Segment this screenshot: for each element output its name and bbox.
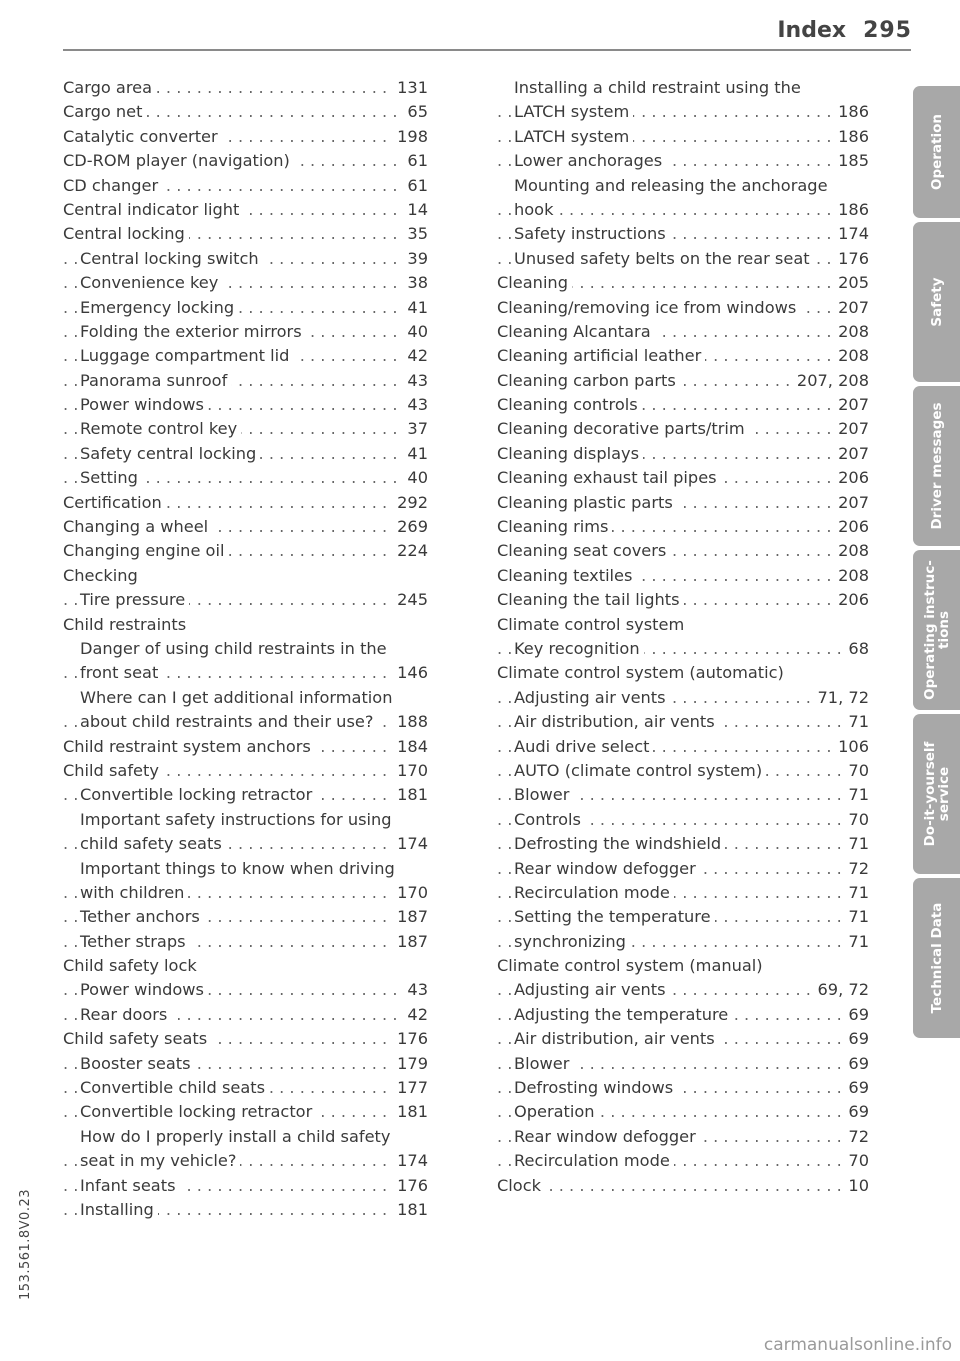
index-page-ref: 224: [391, 539, 428, 563]
document-code: 153.561.8V0.23: [18, 1189, 33, 1300]
index-page-ref: 176: [391, 1027, 428, 1051]
index-page-ref: 69: [842, 1027, 869, 1051]
index-term: Power windows: [80, 980, 208, 999]
index-term: Luggage compartment lid: [80, 346, 293, 365]
chapter-tab-label: Driver messages: [928, 402, 945, 530]
index-entry: [63, 1198, 428, 1222]
index-page-ref: 146: [391, 661, 428, 685]
index-term: Cargo area: [63, 78, 156, 97]
index-entry: [63, 857, 428, 881]
index-entry: [497, 515, 869, 539]
index-entry: [63, 198, 428, 222]
page-number: 295: [863, 18, 912, 43]
index-entry: [497, 125, 869, 149]
index-page-ref: 187: [391, 930, 428, 954]
index-page-ref: 170: [391, 759, 428, 783]
index-entry: [497, 174, 869, 198]
index-term: Child safety lock: [63, 956, 201, 975]
index-term: Adjusting the temperature: [514, 1005, 732, 1024]
index-page-ref: 71: [842, 930, 869, 954]
index-page-ref: 39: [401, 247, 428, 271]
index-page-ref: 71: [842, 710, 869, 734]
index-term: Danger of using child restraints in the: [80, 639, 391, 658]
index-entry: [497, 613, 869, 637]
index-entry: [497, 954, 869, 978]
index-term: Cargo net: [63, 102, 146, 121]
index-entry: [497, 369, 869, 393]
index-page-ref: 186: [832, 198, 869, 222]
index-entry: [497, 76, 869, 100]
index-term: Infant seats: [80, 1176, 180, 1195]
index-entry: [497, 222, 869, 246]
index-term: Folding the exterior mirrors: [80, 322, 306, 341]
index-page-ref: 69: [842, 1003, 869, 1027]
index-term: Panorama sunroof: [80, 371, 231, 390]
index-term: Important things to know when driving: [80, 859, 399, 878]
index-page-ref: 10: [842, 1174, 869, 1198]
index-entry: [63, 515, 428, 539]
index-page-ref: 206: [832, 466, 869, 490]
index-term: Setting the temperature: [514, 907, 715, 926]
index-term: Blower: [514, 1054, 573, 1073]
index-page-ref: 72: [842, 857, 869, 881]
index-entry: [497, 1052, 869, 1076]
index-page-ref: 71: [842, 783, 869, 807]
index-page-ref: 61: [401, 174, 428, 198]
index-entry: [497, 832, 869, 856]
index-entry: [497, 1003, 869, 1027]
index-entry: [497, 442, 869, 466]
index-term: Recirculation mode: [514, 883, 674, 902]
index-entry: [497, 100, 869, 124]
index-term: Power windows: [80, 395, 208, 414]
index-term: LATCH system: [514, 102, 633, 121]
chapter-tab-label: Safety: [928, 277, 945, 327]
index-term: hook: [514, 200, 557, 219]
index-page-ref: 69: [842, 1052, 869, 1076]
index-entry: [63, 735, 428, 759]
index-page-ref: 71, 72: [812, 686, 870, 710]
index-term: Child safety seats: [63, 1029, 211, 1048]
index-entry: [63, 369, 428, 393]
index-term: Cleaning exhaust tail pipes: [497, 468, 721, 487]
index-term: Checking: [63, 566, 142, 585]
index-term: Tether straps: [80, 932, 190, 951]
index-page-ref: 185: [832, 149, 869, 173]
index-term: Cleaning: [497, 273, 572, 292]
index-page-ref: 70: [842, 1149, 869, 1173]
index-page-ref: 174: [391, 1149, 428, 1173]
index-term: Remote control key: [80, 419, 241, 438]
index-page-ref: 61: [401, 149, 428, 173]
index-page-ref: 43: [401, 369, 428, 393]
index-entry: [63, 417, 428, 441]
index-page-ref: 106: [832, 735, 869, 759]
index-term: Installing: [80, 1200, 158, 1219]
index-entry: [63, 222, 428, 246]
index-term: seat in my vehicle?: [80, 1151, 240, 1170]
index-entry: [63, 930, 428, 954]
index-page-ref: 188: [391, 710, 428, 734]
index-term: Cleaning displays: [497, 444, 643, 463]
chapter-tab-label: Operating instruc- tions: [921, 560, 952, 700]
index-term: Defrosting the windshield: [514, 834, 725, 853]
dot-leader: [497, 1174, 869, 1198]
index-term: Air distribution, air vents: [514, 712, 719, 731]
index-term: Emergency locking: [80, 298, 238, 317]
index-page-ref: 207: [832, 393, 869, 417]
index-entry: [63, 1100, 428, 1124]
index-page-ref: 72: [842, 1125, 869, 1149]
chapter-tab-label: Do-it-yourself service: [921, 741, 952, 847]
index-entry: [63, 881, 428, 905]
index-page-ref: 131: [391, 76, 428, 100]
index-term: synchronizing: [514, 932, 630, 951]
index-term: Cleaning textiles: [497, 566, 636, 585]
index-entry: [63, 1149, 428, 1173]
index-page-ref: 14: [401, 198, 428, 222]
index-term: Central locking switch: [80, 249, 263, 268]
index-term: LATCH system: [514, 127, 633, 146]
index-page-ref: 207: [832, 491, 869, 515]
index-term: Adjusting air vents: [514, 980, 670, 999]
index-entry: [63, 174, 428, 198]
index-term: Unused safety belts on the rear seat: [514, 249, 814, 268]
index-entry: [497, 1125, 869, 1149]
index-page-ref: 40: [401, 466, 428, 490]
index-entry: [63, 1076, 428, 1100]
chapter-tab[interactable]: [913, 222, 960, 382]
index-term: about child restraints and their use?: [80, 712, 377, 731]
index-page-ref: 43: [401, 393, 428, 417]
index-term: Cleaning decorative parts/trim: [497, 419, 749, 438]
index-entry: [497, 491, 869, 515]
index-entry: [497, 344, 869, 368]
index-page-ref: 207, 208: [791, 369, 869, 393]
index-page-ref: 35: [401, 222, 428, 246]
index-page-ref: 43: [401, 978, 428, 1002]
index-term: Climate control system (automatic): [497, 663, 788, 682]
index-entry: [63, 247, 428, 271]
index-page-ref: 208: [832, 320, 869, 344]
index-page-ref: 206: [832, 515, 869, 539]
index-term: CD-ROM player (navigation): [63, 151, 294, 170]
index-column-left: [63, 76, 428, 1222]
index-entry: [497, 661, 869, 685]
chapter-tab-label: Technical Data: [928, 902, 945, 1014]
index-page-ref: 181: [391, 783, 428, 807]
index-page-ref: 65: [401, 100, 428, 124]
index-entry: [497, 808, 869, 832]
index-term: front seat: [80, 663, 162, 682]
index-term: Rear doors: [80, 1005, 171, 1024]
index-term: Installing a child restraint using the: [514, 78, 805, 97]
index-entry: [497, 296, 869, 320]
index-page-ref: 205: [832, 271, 869, 295]
index-entry: [497, 905, 869, 929]
index-page-ref: 70: [842, 808, 869, 832]
index-page-ref: 245: [391, 588, 428, 612]
index-entry: [63, 686, 428, 710]
index-term: Tether anchors: [80, 907, 204, 926]
chapter-tab[interactable]: [913, 386, 960, 546]
index-entry: [63, 320, 428, 344]
index-entry: [63, 1052, 428, 1076]
index-entry: [63, 539, 428, 563]
section-title: Index: [777, 18, 847, 43]
index-term: Rear window defogger: [514, 859, 700, 878]
index-term: Climate control system (manual): [497, 956, 767, 975]
index-entry: [497, 149, 869, 173]
index-entry: [497, 637, 869, 661]
index-term: Lower anchorages: [514, 151, 666, 170]
index-entry: [63, 271, 428, 295]
index-entry: [63, 344, 428, 368]
index-page-ref: 208: [832, 564, 869, 588]
index-term: Changing a wheel: [63, 517, 212, 536]
index-page-ref: 70: [842, 759, 869, 783]
index-entry: [63, 1174, 428, 1198]
index-term: Rear window defogger: [514, 1127, 700, 1146]
page-header: [777, 18, 912, 43]
index-entry: [497, 466, 869, 490]
chapter-tab-bar: [913, 86, 960, 1042]
index-page-ref: 41: [401, 442, 428, 466]
index-term: Controls: [514, 810, 585, 829]
index-term: AUTO (climate control system): [514, 761, 766, 780]
index-entry: [497, 198, 869, 222]
index-term: Child safety: [63, 761, 163, 780]
index-entry: [63, 442, 428, 466]
index-page-ref: 177: [391, 1076, 428, 1100]
index-entry: [497, 564, 869, 588]
index-term: Convertible child seats: [80, 1078, 269, 1097]
index-page-ref: 174: [391, 832, 428, 856]
index-term: Tire pressure: [80, 590, 189, 609]
index-entry: [63, 1003, 428, 1027]
index-entry: [63, 832, 428, 856]
index-term: Convenience key: [80, 273, 222, 292]
index-entry: [497, 588, 869, 612]
index-entry: [63, 978, 428, 1002]
index-page-ref: 69: [842, 1100, 869, 1124]
index-term: Audi drive select: [514, 737, 653, 756]
index-entry: [497, 393, 869, 417]
index-page-ref: 207: [832, 442, 869, 466]
index-page-ref: 71: [842, 881, 869, 905]
index-entry: [63, 954, 428, 978]
index-term: Safety central locking: [80, 444, 260, 463]
index-term: Cleaning plastic parts: [497, 493, 677, 512]
chapter-tab[interactable]: [913, 550, 960, 710]
index-entry: [63, 1027, 428, 1051]
index-page-ref: 176: [832, 247, 869, 271]
header-rule: [63, 49, 911, 51]
index-entry: [63, 905, 428, 929]
index-entry: [63, 296, 428, 320]
index-term: Adjusting air vents: [514, 688, 670, 707]
index-page-ref: 187: [391, 905, 428, 929]
index-term: Central indicator light: [63, 200, 243, 219]
index-term: Clock: [497, 1176, 545, 1195]
index-term: Cleaning rims: [497, 517, 612, 536]
chapter-tab[interactable]: [913, 714, 960, 874]
index-entry: [497, 930, 869, 954]
index-term: Safety instructions: [514, 224, 670, 243]
index-page-ref: 269: [391, 515, 428, 539]
index-entry: [63, 759, 428, 783]
index-page-ref: 206: [832, 588, 869, 612]
index-page-ref: 179: [391, 1052, 428, 1076]
index-page-ref: 42: [401, 344, 428, 368]
index-term: child safety seats: [80, 834, 226, 853]
index-entry: [63, 564, 428, 588]
index-term: Blower: [514, 785, 573, 804]
index-term: Cleaning the tail lights: [497, 590, 684, 609]
index-page-ref: 71: [842, 832, 869, 856]
index-term: Convertible locking retractor: [80, 785, 316, 804]
index-entry: [63, 588, 428, 612]
index-entry: [63, 637, 428, 661]
index-term: Climate control system: [497, 615, 688, 634]
index-entry: [63, 808, 428, 832]
index-term: Recirculation mode: [514, 1151, 674, 1170]
index-term: Setting: [80, 468, 142, 487]
index-entry: [63, 149, 428, 173]
index-term: Cleaning seat covers: [497, 541, 670, 560]
index-page-ref: 198: [391, 125, 428, 149]
index-entry: [63, 613, 428, 637]
index-page-ref: 208: [832, 344, 869, 368]
index-page-ref: 181: [391, 1100, 428, 1124]
index-entry: [497, 710, 869, 734]
index-term: Cleaning Alcantara: [497, 322, 655, 341]
index-term: Mounting and releasing the anchorage: [514, 176, 832, 195]
index-page-ref: 37: [401, 417, 428, 441]
index-page-ref: 176: [391, 1174, 428, 1198]
index-entry: [497, 759, 869, 783]
index-page-ref: 207: [832, 417, 869, 441]
index-entry: [497, 1174, 869, 1198]
index-entry: [497, 978, 869, 1002]
index-term: Cleaning carbon parts: [497, 371, 680, 390]
index-entry: [63, 393, 428, 417]
index-entry: [63, 76, 428, 100]
index-page-ref: 174: [832, 222, 869, 246]
index-entry: [497, 1100, 869, 1124]
watermark: carmanualsonline.info: [763, 1335, 952, 1355]
index-entry: [497, 1149, 869, 1173]
index-entry: [63, 125, 428, 149]
index-page-ref: 292: [391, 491, 428, 515]
index-term: Child restraints: [63, 615, 190, 634]
index-entry: [497, 783, 869, 807]
index-page-ref: 207: [832, 296, 869, 320]
index-term: Important safety instructions for using: [80, 810, 396, 829]
index-term: Cleaning/removing ice from windows: [497, 298, 800, 317]
index-entry: [63, 100, 428, 124]
index-term: Cleaning artificial leather: [497, 346, 705, 365]
index-term: Certification: [63, 493, 166, 512]
index-term: Key recognition: [514, 639, 644, 658]
index-term: Catalytic converter: [63, 127, 222, 146]
index-term: with children: [80, 883, 188, 902]
index-entry: [497, 857, 869, 881]
index-entry: [497, 271, 869, 295]
index-entry: [63, 466, 428, 490]
index-page-ref: 68: [842, 637, 869, 661]
index-entry: [497, 320, 869, 344]
index-page-ref: 186: [832, 100, 869, 124]
index-entry: [497, 539, 869, 563]
index-entry: [63, 661, 428, 685]
index-page-ref: 40: [401, 320, 428, 344]
index-term: Where can I get additional information: [80, 688, 396, 707]
index-term: Changing engine oil: [63, 541, 228, 560]
index-page-ref: 38: [401, 271, 428, 295]
index-page-ref: 186: [832, 125, 869, 149]
index-term: Operation: [514, 1102, 599, 1121]
index-entry: [497, 1076, 869, 1100]
index-term: Central locking: [63, 224, 189, 243]
index-column-right: [497, 76, 869, 1198]
index-entry: [63, 710, 428, 734]
index-term: Cleaning controls: [497, 395, 642, 414]
index-term: Defrosting windows: [514, 1078, 677, 1097]
index-term: Child restraint system anchors: [63, 737, 315, 756]
index-page-ref: 41: [401, 296, 428, 320]
index-page-ref: 181: [391, 1198, 428, 1222]
index-entry: [497, 1027, 869, 1051]
index-term: CD changer: [63, 176, 162, 195]
index-term: Convertible locking retractor: [80, 1102, 316, 1121]
index-entry: [497, 686, 869, 710]
index-entry: [497, 735, 869, 759]
index-entry: [497, 247, 869, 271]
index-page-ref: 184: [391, 735, 428, 759]
index-page-ref: 208: [832, 539, 869, 563]
index-term: Air distribution, air vents: [514, 1029, 719, 1048]
index-entry: [63, 783, 428, 807]
index-term: How do I properly install a child safety: [80, 1127, 394, 1146]
chapter-tab[interactable]: [913, 86, 960, 218]
index-entry: [497, 881, 869, 905]
index-page-ref: 69, 72: [812, 978, 870, 1002]
index-page-ref: 71: [842, 905, 869, 929]
index-page-ref: 170: [391, 881, 428, 905]
index-term: Booster seats: [80, 1054, 195, 1073]
index-entry: [63, 491, 428, 515]
index-page-ref: 42: [401, 1003, 428, 1027]
index-entry: [497, 417, 869, 441]
chapter-tab[interactable]: [913, 878, 960, 1038]
chapter-tab-label: Operation: [928, 113, 945, 191]
index-page-ref: 69: [842, 1076, 869, 1100]
index-entry: [63, 1125, 428, 1149]
